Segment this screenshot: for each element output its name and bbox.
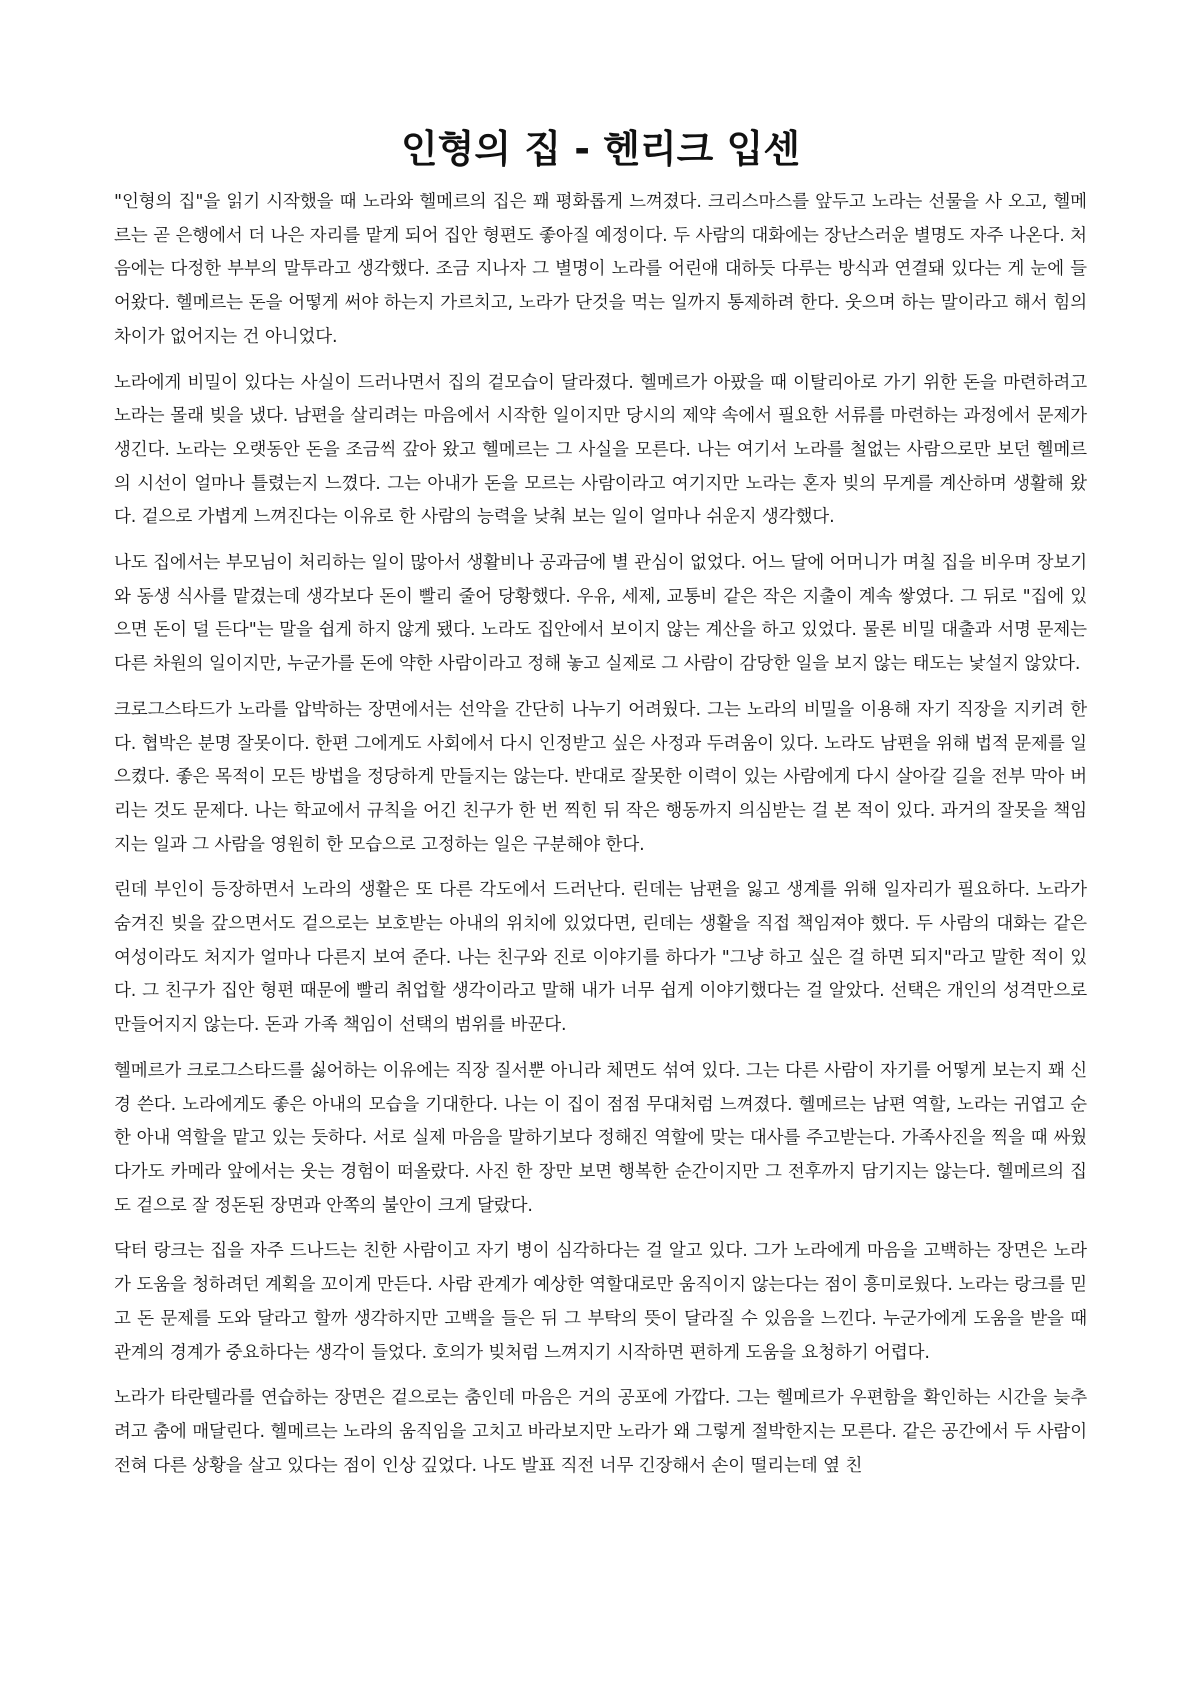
paragraph-7: 닥터 랑크는 집을 자주 드나드는 친한 사람이고 자기 병이 심각하다는 걸 알고 있다. 그가 노라에게 마음을 고백하는 장면은 노라가 도움을 청하려던 계획을 꼬이게 만든다. 사람 관계가 예상한 역할대로만 움직이지 않는다는 점이 흥미로웠다. 노라는 랑크를 믿고 돈 문제를 도와 달라고 할까 생각하지만 고백을 들은 뒤 그 부탁의 뜻이 달라질 수 있음을 느낀다. 누군가에게 도움을 받을 때 관계의 경계가 중요하다는 생각이 들었다. 호의가 빚처럼 느껴지기 시작하면 편하게 도움을 요청하기 어렵다. [114, 1241, 1087, 1363]
paragraph-2: 노라에게 비밀이 있다는 사실이 드러나면서 집의 겉모습이 달라졌다. 헬메르가 아팠을 때 이탈리아로 가기 위한 돈을 마련하려고 노라는 몰래 빚을 냈다. 남편을 살리려는 마음에서 시작한 일이지만 당시의 제약 속에서 필요한 서류를 마련하는 과정에서 문제가 생긴다. 노라는 오랫동안 돈을 조금씩 갚아 왔고 헬메르는 그 사실을 모른다. 나는 여기서 노라를 철없는 사람으로만 보던 헬메르의 시선이 얼마나 틀렸는지 느꼈다. 그는 아내가 돈을 모르는 사람이라고 여기지만 노라는 혼자 빚의 무게를 계산하며 생활해 왔다. 겉으로 가볍게 느껴진다는 이유로 한 사람의 능력을 낮춰 보는 일이 얼마나 쉬운지 생각했다. [114, 372, 1087, 528]
paragraph-6: 헬메르가 크로그스타드를 싫어하는 이유에는 직장 질서뿐 아니라 체면도 섞여 있다. 그는 다른 사람이 자기를 어떻게 보는지 꽤 신경 쓴다. 노라에게도 좋은 아내의 모습을 기대한다. 나는 이 집이 점점 무대처럼 느껴졌다. 헬메르는 남편 역할, 노라는 귀엽고 순한 아내 역할을 맡고 있는 듯하다. 서로 실제 마음을 말하기보다 정해진 역할에 맞는 대사를 주고받는다. 가족사진을 찍을 때 싸웠다가도 카메라 앞에서는 웃는 경험이 떠올랐다. 사진 한 장만 보면 행복한 순간이지만 그 전후까지 담기지는 않는다. 헬메르의 집도 겉으로 잘 정돈된 장면과 안쪽의 불안이 크게 달랐다. [114, 1060, 1087, 1216]
paragraph-4: 크로그스타드가 노라를 압박하는 장면에서는 선악을 간단히 나누기 어려웠다. 그는 노라의 비밀을 이용해 자기 직장을 지키려 한다. 협박은 분명 잘못이다. 한편 그에게도 사회에서 다시 인정받고 싶은 사정과 두려움이 있다. 노라도 남편을 위해 법적 문제를 일으켰다. 좋은 목적이 모든 방법을 정당하게 만들지는 않는다. 반대로 잘못한 이력이 있는 사람에게 다시 살아갈 길을 전부 막아 버리는 것도 문제다. 나는 학교에서 규칙을 어긴 친구가 한 번 찍힌 뒤 작은 행동까지 의심받는 걸 본 적이 있다. 과거의 잘못을 책임지는 일과 그 사람을 영원히 한 모습으로 고정하는 일은 구분해야 한다. [114, 699, 1087, 855]
paragraph-8: 노라가 타란텔라를 연습하는 장면은 겉으로는 춤인데 마음은 거의 공포에 가깝다. 그는 헬메르가 우편함을 확인하는 시간을 늦추려고 춤에 매달린다. 헬메르는 노라의 움직임을 고치고 바라보지만 노라가 왜 그렇게 절박한지는 모른다. 같은 공간에서 두 사람이 전혀 다른 상황을 살고 있다는 점이 인상 깊었다. 나도 발표 직전 너무 긴장해서 손이 떨리는데 옆 친 [114, 1388, 1087, 1476]
document-title: 인형의 집 - 헨리크 입센 [400, 127, 801, 171]
paragraph-5: 린데 부인이 등장하면서 노라의 생활은 또 다른 각도에서 드러난다. 린데는 남편을 잃고 생계를 위해 일자리가 필요하다. 노라가 숨겨진 빚을 갚으면서도 겉으로는 보호받는 아내의 위치에 있었다면, 린데는 생활을 직접 책임져야 했다. 두 사람의 대화는 같은 여성이라도 처지가 얼마나 다른지 보여 준다. 나는 친구와 진로 이야기를 하다가 "그냥 하고 싶은 걸 하면 되지"라고 말한 적이 있다. 그 친구가 집안 형편 때문에 빨리 취업할 생각이라고 말해 내가 너무 쉽게 이야기했다는 걸 알았다. 선택은 개인의 성격만으로 만들어지지 않는다. 돈과 가족 책임이 선택의 범위를 바꾼다. [114, 880, 1087, 1036]
document-page [114, 0, 1087, 1495]
paragraph-1: "인형의 집"을 읽기 시작했을 때 노라와 헬메르의 집은 꽤 평화롭게 느껴졌다. 크리스마스를 앞두고 노라는 선물을 사 오고, 헬메르는 곧 은행에서 더 나은 자리를 맡게 되어 집안 형편도 좋아질 예정이다. 두 사람의 대화에는 장난스러운 별명도 자주 나온다. 처음에는 다정한 부부의 말투라고 생각했다. 조금 지나자 그 별명이 노라를 어린애 대하듯 다루는 방식과 연결돼 있다는 게 눈에 들어왔다. 헬메르는 돈을 어떻게 써야 하는지 가르치고, 노라가 단것을 먹는 일까지 통제하려 한다. 웃으며 하는 말이라고 해서 힘의 차이가 없어지는 건 아니었다. [114, 192, 1087, 347]
paragraph-3: 나도 집에서는 부모님이 처리하는 일이 많아서 생활비나 공과금에 별 관심이 없었다. 어느 달에 어머니가 며칠 집을 비우며 장보기와 동생 식사를 맡겼는데 생각보다 돈이 빨리 줄어 당황했다. 우유, 세제, 교통비 같은 작은 지출이 계속 쌓였다. 그 뒤로 "집에 있으면 돈이 덜 든다"는 말을 쉽게 하지 않게 됐다. 노라도 집안에서 보이지 않는 계산을 하고 있었다. 물론 비밀 대출과 서명 문제는 다른 차원의 일이지만, 누군가를 돈에 약한 사람이라고 정해 놓고 실제로 그 사람이 감당한 일을 보지 않는 태도는 낯설지 않았다. [114, 553, 1087, 675]
document-body [114, 186, 1087, 1483]
